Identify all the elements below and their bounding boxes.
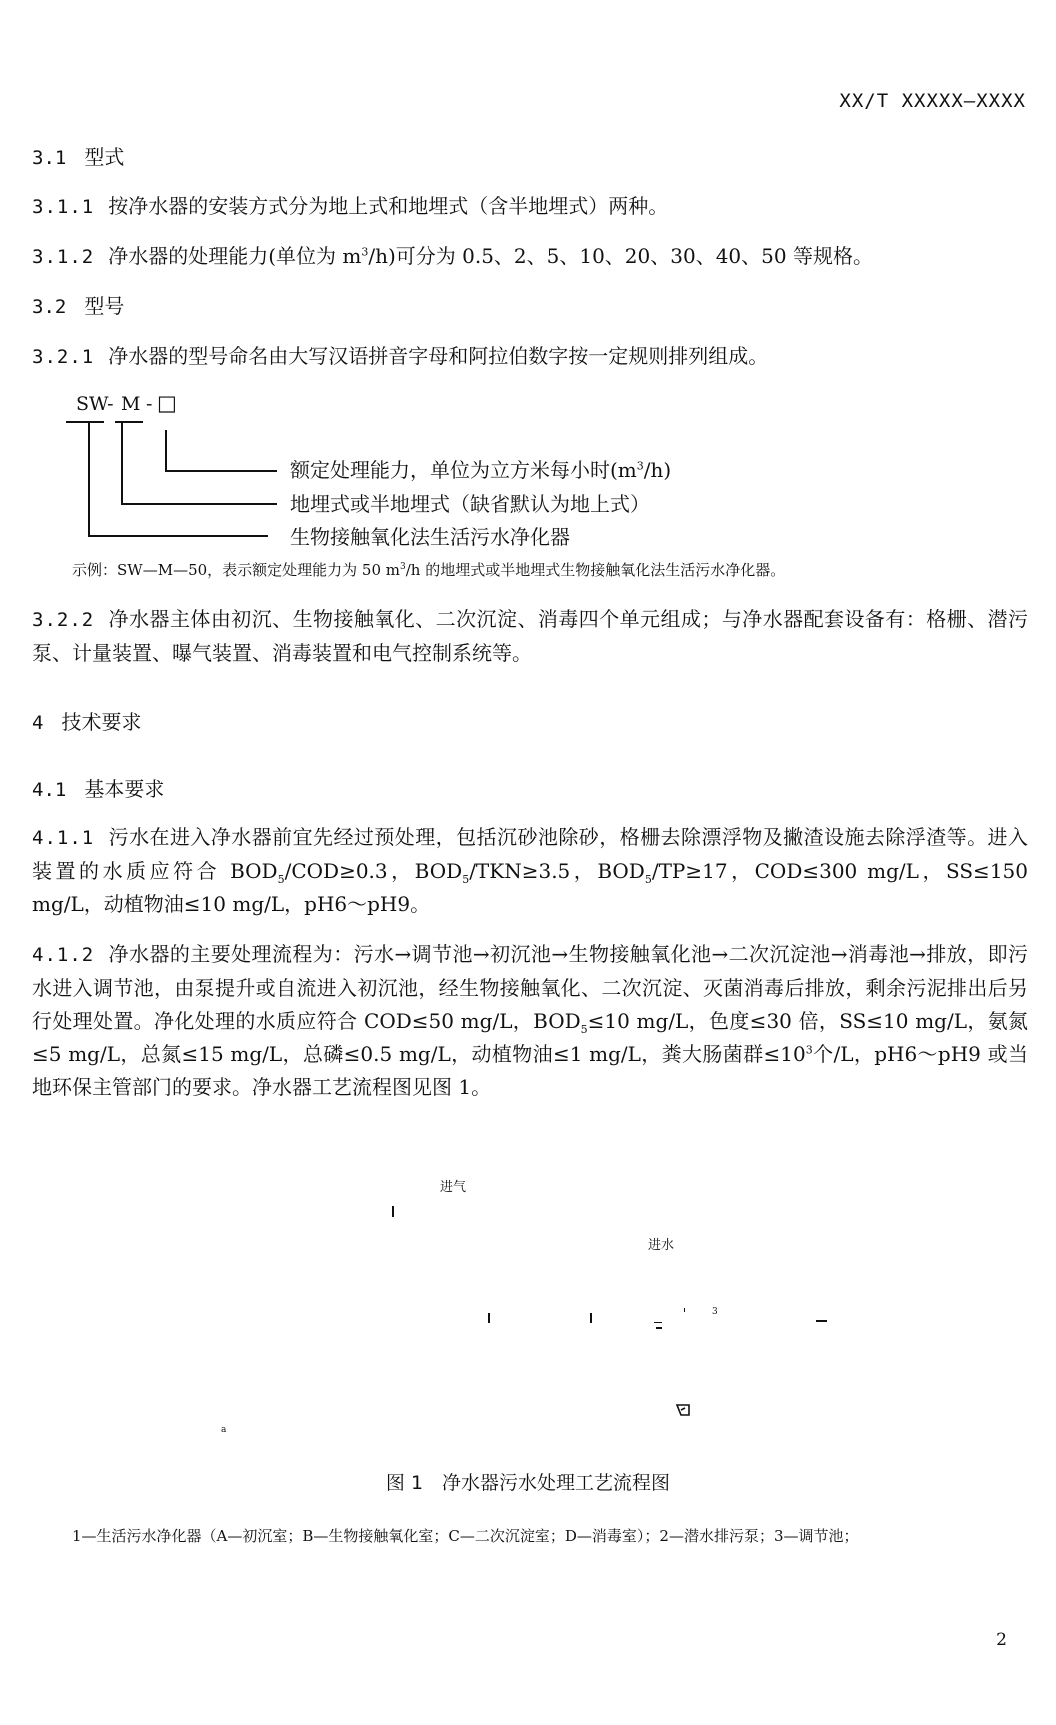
- model-code-m: M: [121, 393, 141, 415]
- example-text: SW—M—50，表示额定处理能力为 50 m: [117, 561, 401, 579]
- label-air-inlet: 进气: [440, 1180, 467, 1195]
- clause-text-cont: /TKN≥3.5，BOD: [469, 859, 645, 883]
- clause-3-1-2: [32, 246, 873, 267]
- superscript: 3: [400, 562, 406, 572]
- section-3-1-heading: [32, 147, 124, 168]
- bracket-line-type-v: [88, 422, 90, 536]
- figure-fragment-mark: [590, 1313, 592, 1323]
- figure-legend: 1—生活污水净化器（A—初沉室；B—生物接触氧化室；C—二次沉淀室；D—消毒室）；2—潜水排污泵；3—调节池；: [72, 1527, 859, 1545]
- figure-fragment-shape: [675, 1403, 691, 1417]
- clause-text-cont: /COD≥0.3，BOD: [284, 859, 463, 883]
- chapter-number: 4: [32, 712, 44, 734]
- clause-text: 净水器的型号命名由大写汉语拼音字母和阿拉伯数字按一定规则排列组成。: [108, 344, 769, 368]
- subscript: 5: [277, 873, 285, 886]
- clause-4-1-1: [32, 821, 1028, 921]
- clause-number: 3.1.1: [32, 196, 95, 218]
- chapter-title: 技术要求: [61, 710, 142, 734]
- section-number: 3.2: [32, 296, 67, 318]
- bracket-line-buried-v: [121, 422, 123, 504]
- subscript: 5: [644, 873, 652, 886]
- example-label: 示例：: [72, 561, 118, 579]
- figure-label-a: a: [221, 1425, 227, 1435]
- clause-3-2-2: [32, 603, 1028, 670]
- subscript: 5: [580, 1023, 588, 1036]
- clause-text-cont: /h)可分为 0.5、2、5、10、20、30、40、50 等规格。: [368, 244, 873, 268]
- model-code-sw: SW-: [76, 393, 114, 415]
- clause-number: 3.2.1: [32, 346, 95, 368]
- clause-text: 净水器的主要处理流程为：污水→调节池→初沉池→生物接触氧化池→二次沉淀池→消毒池→排放，即污水进入调节池，由泵提升或自流进入初沉池，经生物接触氧化、二次沉淀、灭菌消毒后排放，剩余污泥排出后另行处理处置。净化处理的水质应符合 COD≤50 mg/L，BOD: [32, 942, 1028, 1033]
- clause-number: 3.2.2: [32, 609, 95, 631]
- label-product-type: 生物接触氧化法生活污水净化器: [290, 525, 570, 549]
- superscript: 3: [805, 1043, 813, 1057]
- superscript: 3: [636, 459, 644, 473]
- bracket-line-capacity-h: [165, 470, 277, 472]
- figure-fragment-mark: [656, 1327, 662, 1329]
- label-water-inlet: 进水: [648, 1238, 675, 1253]
- clause-text: 净水器的处理能力(单位为 m: [108, 244, 362, 268]
- bracket-underline-sw: [66, 421, 104, 423]
- clause-text: 污水在进入净水器前宜先经过预处理，包括沉砂池除砂，格栅去除漂浮物及撇渣设施去除浮渣等。进入装置的水质应符合 BOD: [32, 825, 1028, 883]
- bracket-underline-m: [115, 421, 143, 423]
- page-number: 2: [996, 1630, 1007, 1650]
- chapter-4-heading: [32, 712, 141, 733]
- figure-fragment-mark: [816, 1320, 827, 1322]
- figure-fragment-mark: [392, 1206, 394, 1217]
- clause-4-1-2: [32, 938, 1028, 1104]
- clause-text-cont: ≤10 mg/L，色度≤30 倍，SS≤10 mg/L，氨氮≤5 mg/L，总氮≤15 mg/L，总磷≤0.5 mg/L，动植物油≤1 mg/L，粪大肠菌群≤10: [32, 1009, 1028, 1066]
- bracket-line-type-h: [88, 535, 268, 537]
- section-title: 型式: [84, 145, 125, 169]
- clause-number: 4.1.1: [32, 827, 95, 849]
- section-title: 型号: [84, 294, 125, 318]
- clause-3-1-1: [32, 196, 668, 217]
- standard-code: XX/T XXXXX—XXXX: [839, 90, 1026, 112]
- bracket-line-capacity-v: [165, 430, 167, 471]
- clause-text: 净水器主体由初沉、生物接触氧化、二次沉淀、消毒四个单元组成；与净水器配套设备有：格栅、潜污泵、计量装置、曝气装置、消毒装置和电气控制系统等。: [32, 607, 1028, 665]
- section-3-2-heading: [32, 296, 124, 317]
- label-rated-capacity: [290, 460, 671, 480]
- figure-fragment-mark: [654, 1322, 662, 1323]
- label-buried-type: 地埋式或半地埋式（缺省默认为地上式）: [290, 492, 650, 516]
- clause-3-2-1: [32, 346, 768, 367]
- subscript: 5: [462, 873, 470, 886]
- label-text: 额定处理能力，单位为立方米每小时(m: [290, 458, 637, 482]
- model-code-separator: -: [146, 393, 153, 415]
- model-code-box: □: [157, 391, 177, 415]
- clause-text-cont: 个/L，pH6～pH9 或当地环保主管部门的要求。净水器工艺流程图见图 1。: [32, 1042, 1028, 1099]
- section-title: 基本要求: [84, 777, 165, 801]
- section-number: 4.1: [32, 779, 67, 801]
- label-text-cont: /h): [643, 458, 672, 482]
- figure-caption: 图 1 净水器污水处理工艺流程图: [385, 1472, 671, 1494]
- clause-number: 4.1.2: [32, 944, 95, 966]
- bracket-line-buried-h: [121, 503, 277, 505]
- figure-fragment-mark: [684, 1308, 685, 1312]
- superscript: 3: [361, 245, 369, 259]
- clause-text: 按净水器的安装方式分为地上式和地埋式（含半地埋式）两种。: [108, 194, 669, 218]
- figure-label-3: 3: [712, 1307, 718, 1317]
- clause-number: 3.1.2: [32, 246, 95, 268]
- section-4-1-heading: [32, 779, 164, 800]
- example-text-cont: /h 的地埋式或半地埋式生物接触氧化法生活污水净化器。: [405, 561, 786, 579]
- figure-fragment-mark: [488, 1313, 490, 1323]
- section-number: 3.1: [32, 147, 67, 169]
- clause-text-cont: /TP≥17，COD≤300 mg/L，SS≤150 mg/L，动植物油≤10 mg/L，pH6～pH9。: [32, 859, 1028, 916]
- model-example: [72, 562, 785, 578]
